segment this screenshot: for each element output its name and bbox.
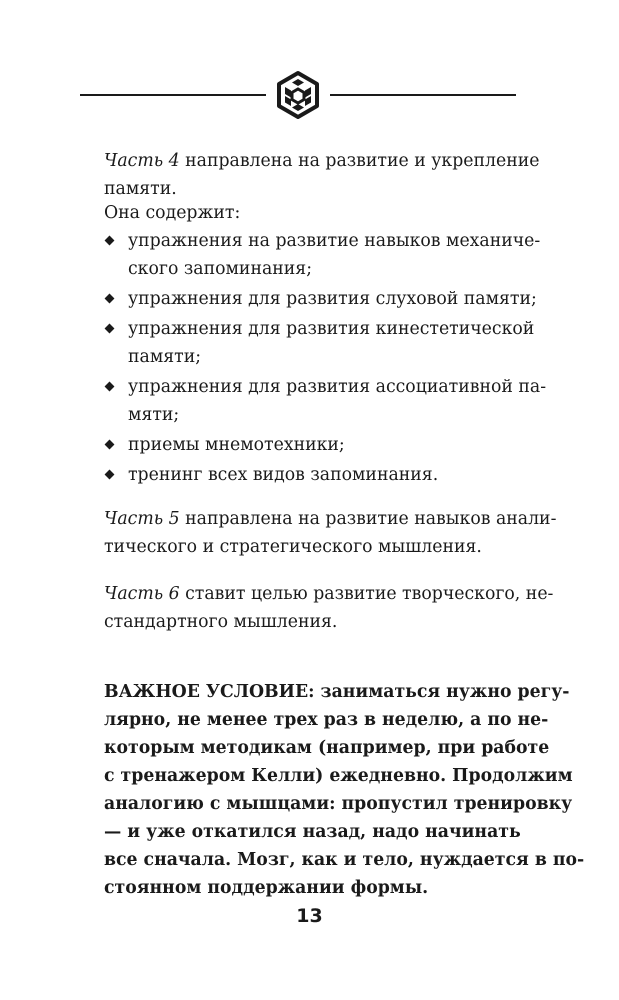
part4-line1 xyxy=(104,147,540,175)
list-item xyxy=(104,373,547,429)
important-line: — и уже откатился назад, надо начинать xyxy=(104,822,521,842)
hexagonal-knot-icon xyxy=(273,70,323,120)
important-line: ВАЖНОЕ УСЛОВИЕ: заниматься нужно регу- xyxy=(104,682,570,702)
ornament-line-left xyxy=(80,94,266,96)
list-item-line: упражнения для развития ассоциативной па- xyxy=(128,377,547,397)
part5-text: направлена на развитие навыков анали- xyxy=(179,509,557,529)
important-condition-paragraph xyxy=(104,678,585,902)
important-line: лярно, не менее трех раз в неделю, а по не- xyxy=(104,710,549,730)
important-line: с тренажером Келли) ежедневно. Продолжим xyxy=(104,766,573,786)
part6-label: Часть 6 xyxy=(104,584,180,604)
important-line: аналогию с мышцами: пропустил тренировку xyxy=(104,794,573,814)
list-item-line: памяти; xyxy=(128,347,202,367)
list-item-line: тренинг всех видов запоминания. xyxy=(128,465,439,485)
part5-line1 xyxy=(104,505,557,533)
diamond-bullet-icon xyxy=(105,236,115,246)
part5-line2: тического и стратегического мышления. xyxy=(104,537,482,557)
ornament-line-right xyxy=(330,94,516,96)
page-number: 13 xyxy=(296,905,323,927)
list-item xyxy=(104,285,537,313)
memory-exercise-list xyxy=(104,227,547,491)
part5-paragraph xyxy=(104,505,557,561)
contains-text: Она содержит: xyxy=(104,203,241,223)
diamond-bullet-icon xyxy=(105,440,115,450)
diamond-bullet-icon xyxy=(105,294,115,304)
list-item xyxy=(104,227,541,283)
list-item-line: упражнения на развитие навыков механиче- xyxy=(128,231,541,251)
list-item-line: мяти; xyxy=(128,405,180,425)
list-item-line: упражнения для развития слуховой памяти; xyxy=(128,289,537,309)
list-item-line: ского запоминания; xyxy=(128,259,313,279)
list-item-line: упражнения для развития кинестетической xyxy=(128,319,535,339)
part6-text: ставит целью развитие творческого, не- xyxy=(179,584,554,604)
important-line: все сначала. Мозг, как и тело, нуждается в по- xyxy=(104,850,585,870)
part6-line1 xyxy=(104,580,554,608)
part4-paragraph xyxy=(104,147,540,203)
diamond-bullet-icon xyxy=(105,470,115,480)
part4-label: Часть 4 xyxy=(104,151,180,171)
important-line: стоянном поддержании формы. xyxy=(104,878,429,898)
part4-line2: памяти. xyxy=(104,179,177,199)
chapter-ornament xyxy=(80,65,516,125)
list-item xyxy=(104,461,516,489)
part6-paragraph xyxy=(104,580,554,636)
diamond-bullet-icon xyxy=(105,324,115,334)
important-line: которым методикам (например, при работе xyxy=(104,738,550,758)
part6-line2: стандартного мышления. xyxy=(104,612,338,632)
list-item xyxy=(104,431,516,459)
list-item xyxy=(104,315,535,371)
contains-line xyxy=(104,199,516,227)
diamond-bullet-icon xyxy=(105,382,115,392)
list-item-line: приемы мнемотехники; xyxy=(128,435,345,455)
part5-label: Часть 5 xyxy=(104,509,180,529)
part4-text: направлена на развитие и укрепление xyxy=(179,151,540,171)
